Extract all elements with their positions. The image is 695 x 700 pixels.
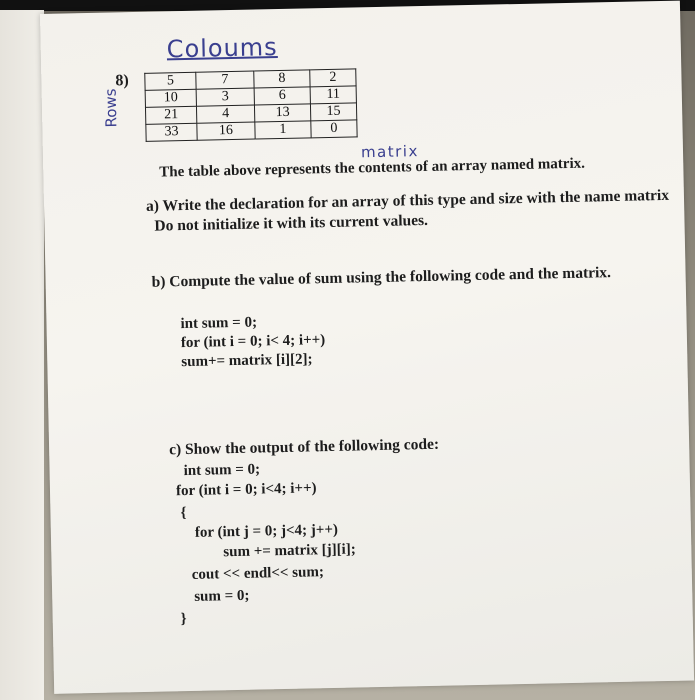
- part-c-code-line5: sum += matrix [j][i];: [223, 541, 356, 561]
- part-a-line1: a) Write the declaration for an array of this type and size with the name matrix: [145, 186, 670, 215]
- matrix-cell: 2: [310, 69, 356, 87]
- part-c-prompt: c) Show the output of the following code:: [168, 435, 440, 459]
- part-c-code-line8: }: [180, 611, 187, 628]
- matrix-cell: 1: [255, 121, 311, 139]
- matrix-cell: 15: [310, 103, 356, 121]
- matrix-cell: 4: [196, 105, 254, 123]
- part-c-code-line3: {: [180, 505, 187, 522]
- matrix-cell: 33: [146, 123, 197, 141]
- part-c-code-line2: for (int i = 0; i<4; i++): [175, 480, 317, 500]
- part-c-code-line6: cout << endl<< sum;: [191, 564, 325, 583]
- part-b-prompt: b) Compute the value of sum using the following code and the matrix.: [151, 264, 612, 291]
- table-caption: The table above represents the contents of an array named matrix.: [159, 155, 586, 181]
- matrix-handwritten-label: matrix: [360, 142, 420, 162]
- matrix-cell: 11: [310, 86, 356, 104]
- worksheet-paper: [40, 1, 694, 694]
- matrix-cell: 21: [145, 106, 196, 124]
- rows-handwritten-label: Rows: [101, 88, 121, 128]
- matrix-cell: 6: [254, 87, 310, 105]
- part-b-code-line1: int sum = 0;: [180, 314, 258, 333]
- matrix-cell: 8: [254, 70, 310, 88]
- matrix-cell: 16: [197, 122, 255, 140]
- matrix-cell: 3: [196, 88, 254, 106]
- paper-left-edge: [0, 10, 44, 700]
- matrix-table-body: [145, 69, 357, 141]
- matrix-cell: 0: [311, 120, 357, 138]
- part-b-code-line3: sum+= matrix [i][2];: [181, 351, 313, 371]
- part-c-code-line4: for (int j = 0; j<4; j++): [194, 521, 339, 541]
- part-c-code-line1: int sum = 0;: [183, 461, 261, 480]
- question-number: 8): [115, 72, 129, 90]
- matrix-table: [144, 68, 357, 141]
- matrix-cell: 7: [196, 71, 254, 89]
- columns-handwritten-label: Coloums: [166, 33, 278, 64]
- matrix-cell: 13: [254, 104, 310, 122]
- part-b-code-line2: for (int i = 0; i< 4; i++): [180, 332, 326, 352]
- matrix-cell: 10: [145, 89, 196, 107]
- part-a-line2: Do not initialize it with its current values.: [154, 211, 429, 235]
- part-c-code-line7: sum = 0;: [194, 587, 250, 605]
- matrix-cell: 5: [145, 72, 196, 90]
